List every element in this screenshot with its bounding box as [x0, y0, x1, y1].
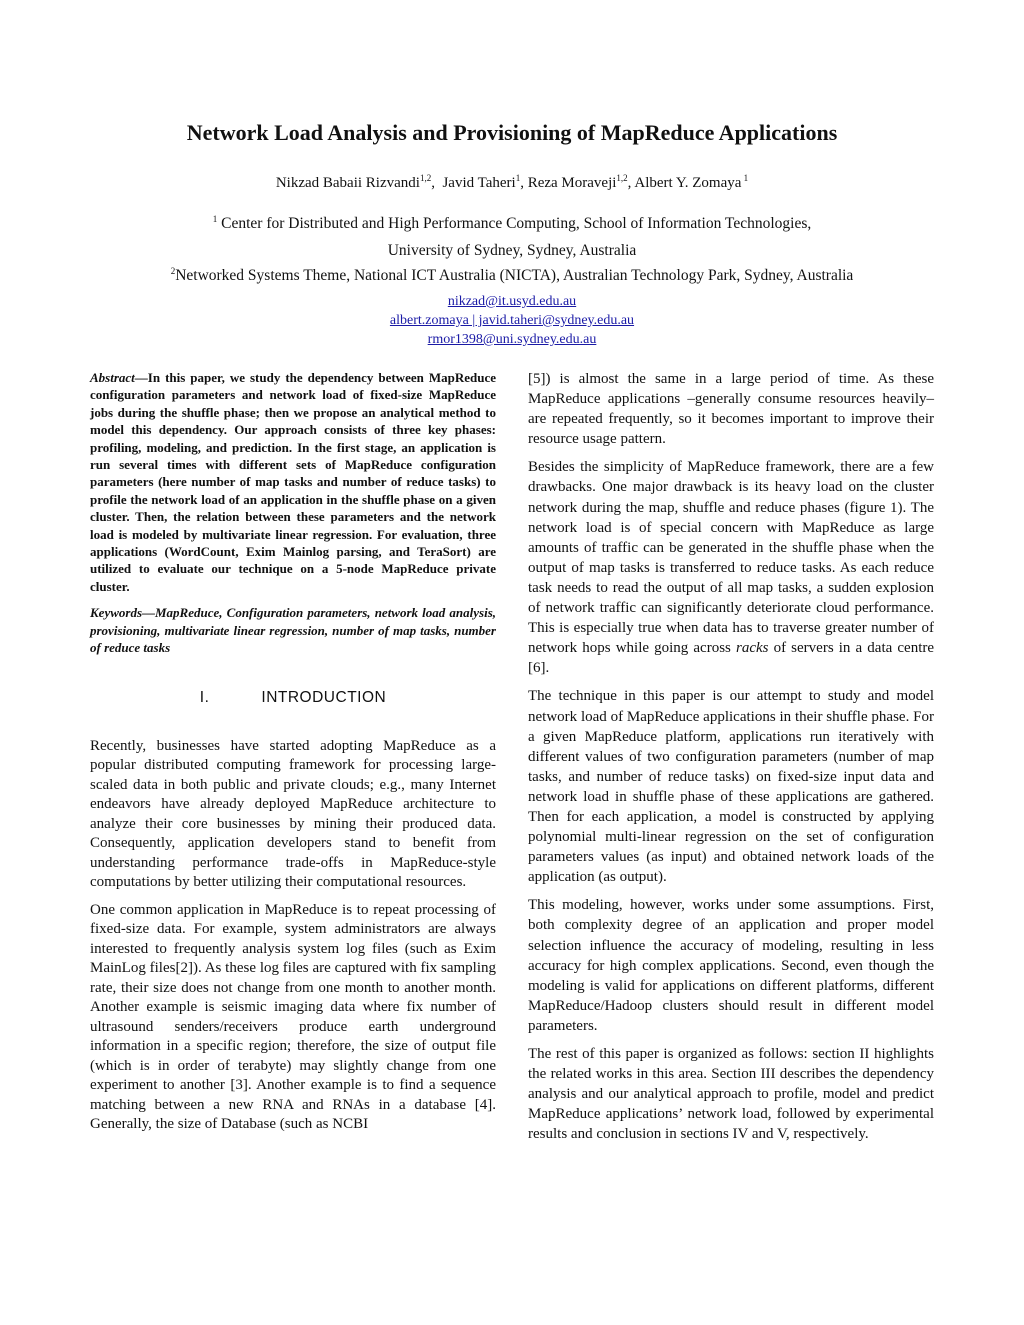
email-link[interactable]: albert.zomaya | javid.taheri@sydney.edu.au: [389, 313, 635, 328]
paragraph: This modeling, however, works under some assumptions. First, both complexity degree of an application and proper model selection influence the accuracy of modeling, resulting in less accuracy for high complex applications. Second, even though the modeling is valid for applications on different platforms, different MapReduce/Hadoop clusters should result in different model parameters.: [528, 897, 934, 1034]
email-line: [0, 313, 1024, 329]
paragraph: [528, 457, 934, 678]
author-affil-mark: 1,2: [419, 173, 432, 183]
keywords-label: Keywords: [90, 605, 142, 621]
affiliation-1-line-2: University of Sydney, Sydney, Australia: [387, 242, 637, 259]
section-title: INTRODUCTION: [261, 688, 387, 706]
abstract-label: Abstract: [90, 370, 135, 385]
section-heading: [90, 689, 496, 707]
emphasis-racks: racks: [735, 640, 769, 657]
affiliation-text: Center for Distributed and High Performance Computing, School of Information Technologies,: [217, 215, 812, 232]
author-name: Albert Y. Zomaya: [634, 175, 742, 191]
affiliation-2: [0, 267, 1024, 285]
abstract-text: —In this paper, we study the dependency between MapReduce configuration parameters and network load of fixed-size MapReduce jobs during the shuffle phase; then we propose an analytical method to model this dependency. Our approach consists of three key phases: profiling, modeling, and prediction. In the first stage, an application is run several times with different sets of MapReduce configuration parameters (here number of map tasks and number of reduce tasks) to profile the network load of an application in the shuffle phase on a given cluster. Then, the relation between these parameters and the network load is modeled by multivariate linear regression. For evaluation, three applications (WordCount, Exim Mainlog parsing, and TeraSort) are utilized to evaluate our technique on a 5-node MapReduce private cluster.: [90, 370, 496, 594]
paragraph: The technique in this paper is our attempt to study and model network load of MapReduce applications in their shuffle phase. For a given MapReduce platform, applications run iteratively with different values of two configuration parameters (number of map tasks, and number of reduce tasks) on fixed-size input data and network load in shuffle phase of these applications are gathered. Then for each application, a model is constructed by applying polynomial multi-linear regression on the set of configuration parameters values (as input) and obtained network loads of the application (as output).: [528, 688, 934, 886]
author-affil-mark: 1: [741, 173, 749, 183]
affiliation-text: Networked Systems Theme, National ICT Australia (NICTA), Australian Technology Park, Sydney, Australia: [175, 267, 854, 284]
paragraph: The rest of this paper is organized as follows: section II highlights the related works in this area. Section III describes the dependency analysis and our analytical approach to profile, model and predict MapReduce applications’ network load, followed by experimental results and conclusion in sections IV and V, respectively.: [528, 1046, 934, 1143]
author-name: Javid Taheri: [442, 175, 516, 191]
section-number: I.: [199, 688, 210, 706]
author-separator: ,: [431, 175, 443, 191]
email-line: [0, 332, 1024, 348]
right-column: [528, 369, 934, 1152]
email-link[interactable]: nikzad@it.usyd.edu.au: [447, 294, 577, 309]
paragraph-text: Besides the simplicity of MapReduce framework, there are a few drawbacks. One major drawback is its heavy load on the cluster network during the map, shuffle and reduce phases (figure 1). The network load is of special concern with MapReduce as large amounts of traffic can be generated in the shuffle phase when the output of map tasks is transferred to reduce tasks. As each reduce task needs to read the output of all map tasks, a sudden explosion of network traffic can significantly deteriorate cloud performance. This is especially true when data has to traverse greater number of network hops while going across: [528, 459, 934, 657]
email-line: [0, 294, 1024, 310]
affiliation-1: [0, 215, 1024, 233]
author-name: Reza Moraveji: [527, 175, 617, 191]
abstract: [90, 369, 496, 595]
email-link[interactable]: rmor1398@uni.sydney.edu.au: [427, 332, 597, 347]
author-list: [0, 175, 1024, 192]
affiliation-mark: 1: [212, 213, 218, 224]
keywords-text: —MapReduce, Configuration parameters, network load analysis, provisioning, multivariate linear regression, number of map tasks, number of reduce tasks: [90, 605, 496, 656]
author-separator: ,: [627, 175, 635, 191]
author-name: Nikzad Babaii Rizvandi: [275, 175, 420, 191]
author-affil-mark: 1: [515, 173, 521, 183]
paragraph: Recently, businesses have started adopting MapReduce as a popular distributed computing framework for processing large-scaled data in both public and private clouds; e.g., many Internet endeavors have already deployed MapReduce architecture to analyze their core businesses by mining their produced data. Consequently, application developers stand to benefit from understanding performance trade-offs in MapReduce-style computations by better utilizing their computational resources.: [90, 737, 496, 890]
paragraph: One common application in MapReduce is to repeat processing of fixed-size data. For example, system administrators are always interested to frequently analysis system log files (such as Exim MainLog files[2]). As these log files are captured with fix sampling rate, their size does not change from one month to another month. Another example is seismic imaging data where fix number of ultrasound senders/receivers produce earth underground information in a specific region; therefore, the size of output file (which is in order of terabyte) may slightly change from one experiment to another [3]. Another example is to find a sequence matching between a new RNA and RNAs in a database [4]. Generally, the size of Database (such as NCBI: [90, 901, 496, 1132]
paragraph: [5]) is almost the same in a large period of time. As these MapReduce applications –generally consume resources heavily– are repeated frequently, so it becomes important to improve their resource usage pattern.: [528, 371, 934, 448]
paper-title: Network Load Analysis and Provisioning of MapReduce Applications: [186, 120, 838, 145]
paragraph-text-tail: of servers in a data centre [6].: [528, 640, 935, 677]
author-affil-mark: 1,2: [616, 173, 628, 183]
left-column: [90, 369, 496, 1143]
affiliation-mark: 2: [170, 265, 176, 276]
author-separator: ,: [520, 175, 528, 191]
keywords: [90, 604, 496, 656]
